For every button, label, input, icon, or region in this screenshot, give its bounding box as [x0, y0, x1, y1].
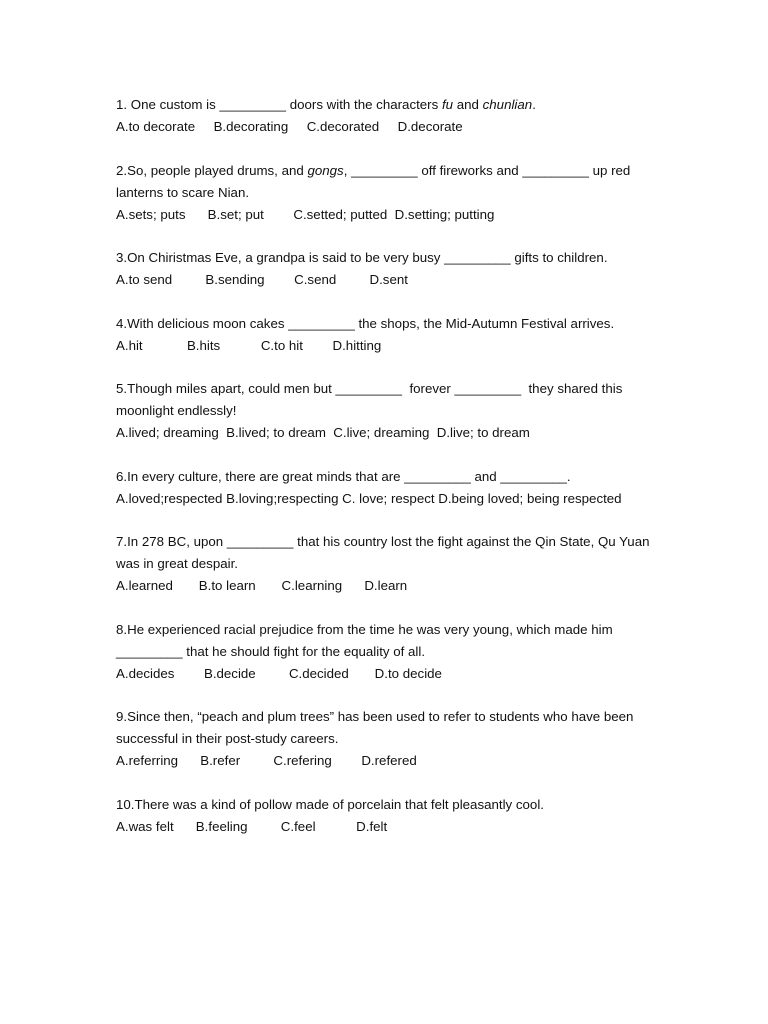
- question-stem: [116, 378, 661, 422]
- stem-text: and: [453, 97, 483, 112]
- question-1: [116, 94, 661, 138]
- answer-options: A.learned B.to learn C.learning D.learn: [116, 578, 408, 593]
- answer-options: A.lived; dreaming B.lived; to dream C.live; dreaming D.live; to dream: [116, 425, 530, 440]
- question-stem: [116, 466, 661, 488]
- question-list: [116, 94, 661, 859]
- stem-text: 8.He experienced racial prejudice from the time he was very young, which made him _________ that he should fight for the equality of all.: [116, 621, 617, 659]
- stem-text: .: [532, 97, 536, 112]
- question-stem: [116, 94, 661, 116]
- answer-options: A.loved;respected B.loving;respecting C. love; respect D.being loved; being respected: [116, 490, 622, 506]
- question-stem: [116, 706, 661, 750]
- question-2: [116, 160, 661, 226]
- question-stem: [116, 247, 661, 269]
- question-4: [116, 313, 661, 357]
- question-7: [116, 531, 661, 597]
- question-8: [116, 619, 661, 685]
- answer-options: A.to send B.sending C.send D.sent: [116, 272, 408, 287]
- italic-term: gongs: [307, 162, 344, 178]
- question-5: [116, 378, 661, 444]
- stem-text: 6.In every culture, there are great minds that are _________ and _________.: [116, 468, 571, 484]
- answer-options: A.was felt B.feeling C.feel D.felt: [116, 818, 388, 834]
- stem-text: 1. One custom is _________ doors with the characters: [116, 97, 442, 112]
- stem-text: 2.So, people played drums, and: [116, 162, 308, 178]
- answer-options: A.sets; puts B.set; put C.setted; putted D.setting; putting: [116, 206, 495, 222]
- question-3: [116, 247, 661, 291]
- question-stem: [116, 531, 661, 575]
- answer-options: A.referring B.refer C.refering D.refered: [116, 753, 417, 768]
- question-6: [116, 466, 661, 510]
- stem-text: 3.On Chiristmas Eve, a grandpa is said to be very busy _________ gifts to children.: [116, 250, 608, 265]
- question-10: [116, 794, 661, 838]
- question-9: [116, 706, 661, 772]
- stem-text: 9.Since then, “peach and plum trees” has been used to refer to students who have been successful in their post-study careers.: [116, 709, 638, 746]
- question-stem: [116, 794, 661, 816]
- stem-text: 10.There was a kind of pollow made of porcelain that felt pleasantly cool.: [116, 796, 544, 812]
- stem-text: 5.Though miles apart, could men but _________ forever _________ they shared this moonlight endlessly!: [116, 381, 627, 418]
- italic-term: chunlian: [482, 97, 533, 112]
- italic-term: fu: [441, 97, 454, 112]
- stem-text: , _________ off fireworks and _________ up red lanterns to scare Nian.: [116, 162, 635, 200]
- answer-options: A.hit B.hits C.to hit D.hitting: [116, 337, 382, 353]
- answer-options: A.to decorate B.decorating C.decorated D.decorate: [116, 119, 463, 134]
- question-stem: [116, 313, 661, 335]
- answer-options: A.decides B.decide C.decided D.to decide: [116, 665, 442, 681]
- question-stem: [116, 160, 661, 204]
- question-stem: [116, 619, 661, 663]
- stem-text: 7.In 278 BC, upon _________ that his country lost the fight against the Qin State, Qu Yuan was in great despair.: [116, 534, 654, 571]
- stem-text: 4.With delicious moon cakes _________ the shops, the Mid-Autumn Festival arrives.: [116, 315, 615, 331]
